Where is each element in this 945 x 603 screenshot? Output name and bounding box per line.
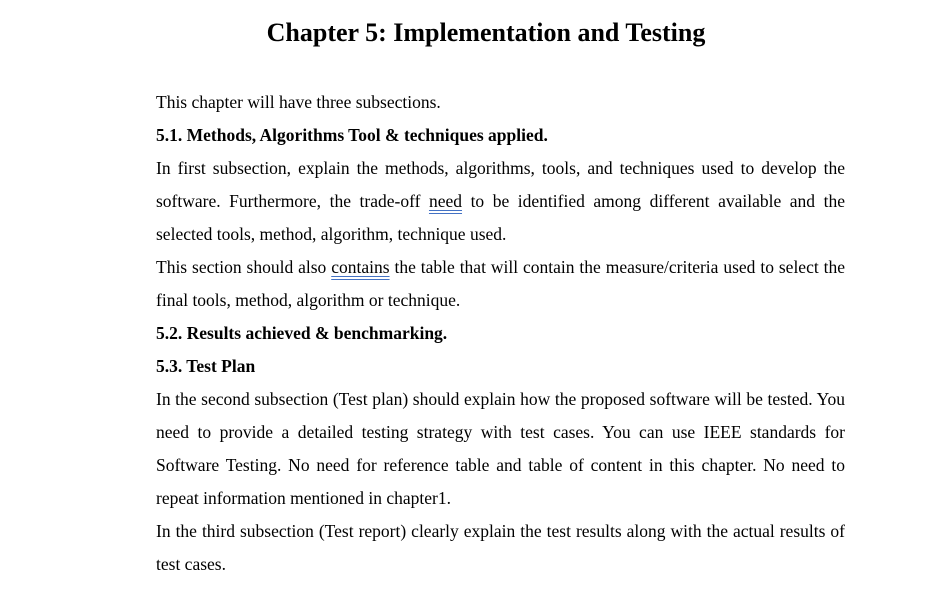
section-5-3-heading: 5.3. Test Plan xyxy=(156,356,256,376)
paragraph-text: This section should also xyxy=(156,257,332,277)
chapter-title: Chapter 5: Implementation and Testing xyxy=(266,18,706,47)
section-5-2-heading: 5.2. Results achieved & benchmarking. xyxy=(156,323,448,343)
section-5-1-heading: 5.1. Methods, Algorithms Tool & techniques applied. xyxy=(156,125,548,145)
paragraph-text: to be identified among different available and the selected tools, method, algorithm, technique used. xyxy=(156,191,845,244)
paragraph-text: In first subsection, explain the methods, algorithms, tools, and techniques used to develop the software. Furthermore, the trade-off xyxy=(156,158,845,211)
document-body xyxy=(156,86,845,581)
paragraph-text: the table that will contain the measure/criteria used to select the final tools, method, algorithm or technique. xyxy=(156,257,845,310)
grammar-flagged-word[interactable]: need xyxy=(428,191,463,211)
section-5-3-paragraph-2: In the third subsection (Test report) clearly explain the test results along with the actual results of test cases. xyxy=(156,521,845,574)
section-5-1-paragraph-2 xyxy=(156,251,845,317)
section-5-3-paragraph-1: In the second subsection (Test plan) should explain how the proposed software will be tested. You need to provide a detailed testing strategy with test cases. You can use IEEE standards for Software Testing. No need for reference table and table of content in this chapter. No need to repeat information mentioned in chapter1. xyxy=(156,389,845,508)
grammar-flagged-word[interactable]: contains xyxy=(331,257,390,277)
section-5-1-paragraph-1 xyxy=(156,152,845,251)
intro-paragraph: This chapter will have three subsections. xyxy=(156,92,441,112)
